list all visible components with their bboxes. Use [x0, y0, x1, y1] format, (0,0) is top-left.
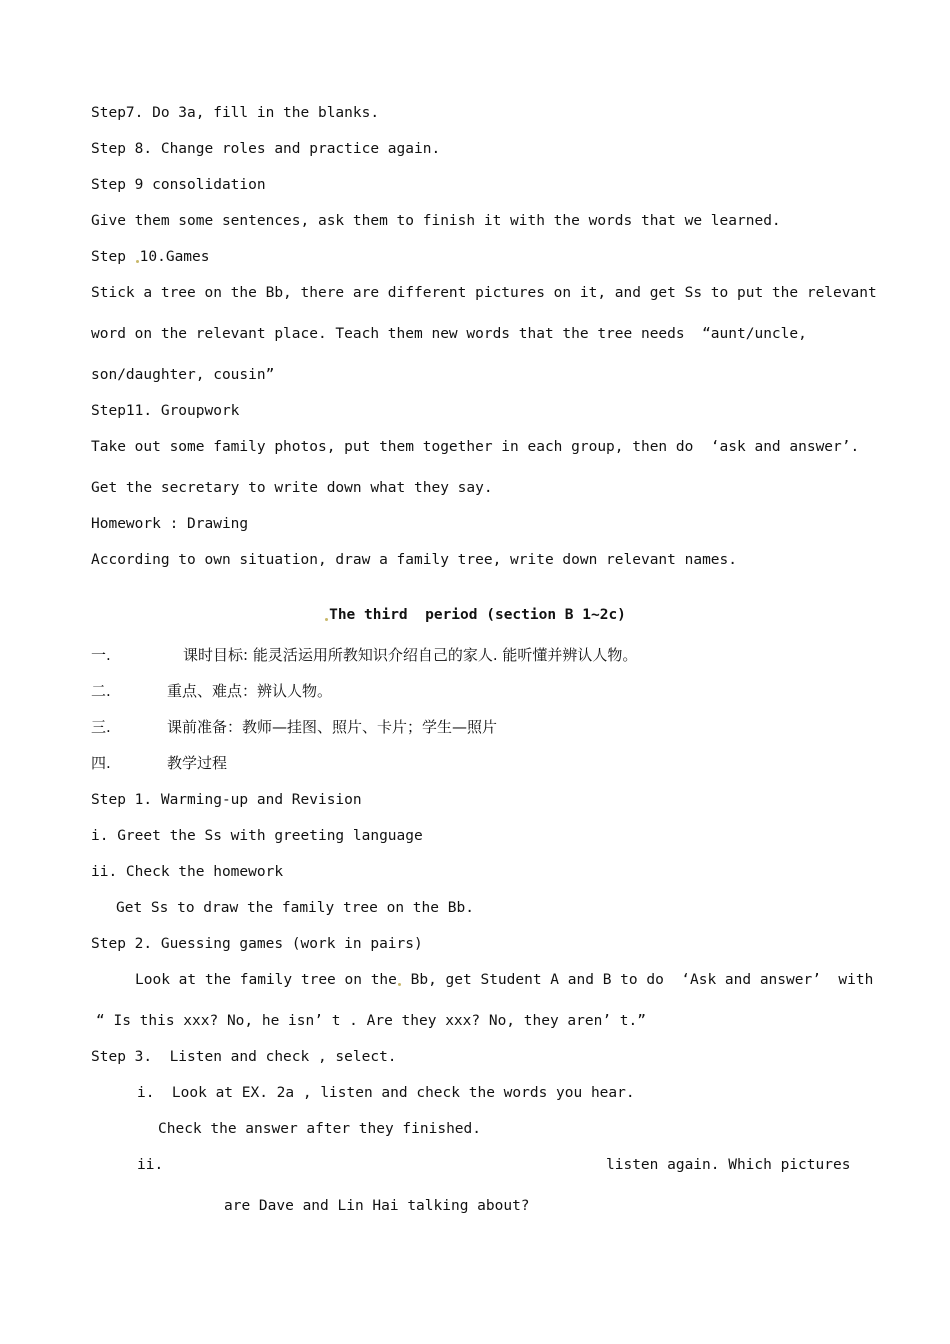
step2-text-1a: Look at the family tree on the	[135, 972, 397, 988]
step3-item-ii-number: ii.	[137, 1157, 164, 1173]
step3-item-i: i. Look at EX. 2a , listen and check the words you hear.	[137, 1085, 635, 1101]
cn-item-2	[91, 682, 332, 700]
step2-text-1b: Bb, get Student A and B to do ‘Ask and answer’ with	[401, 972, 874, 988]
step10-label: Step	[91, 249, 135, 265]
cn-item-4	[91, 754, 227, 772]
step7-line: Step7. Do 3a, fill in the blanks.	[91, 105, 380, 121]
dot-mark	[398, 983, 401, 986]
dot-mark	[325, 618, 328, 621]
cn-item-3	[91, 718, 497, 736]
step11-text-2: Get the secretary to write down what they say.	[91, 480, 493, 496]
cn-item-text: 课前准备：教师—挂图、照片、卡片；学生—照片	[167, 718, 498, 736]
step3-item-ii-text-2: are Dave and Lin Hai talking about?	[224, 1198, 530, 1214]
step9-heading: Step 9 consolidation	[91, 177, 266, 193]
step8-line: Step 8. Change roles and practice again.	[91, 141, 441, 157]
step2-text-2: “ Is this xxx? No, he isn’ t . Are they xxx? No, they aren’ t.”	[96, 1013, 646, 1029]
step10-heading	[91, 248, 210, 266]
step10-text-1: Stick a tree on the Bb, there are different pictures on it, and get Ss to put the relevant	[91, 285, 877, 301]
step10-text-2: word on the relevant place. Teach them new words that the tree needs “aunt/uncle,	[91, 326, 807, 342]
step2-text-1	[135, 971, 873, 989]
step3-item-i-text: Check the answer after they finished.	[158, 1121, 482, 1137]
cn-item-text: 重点、难点：辨认人物。	[167, 682, 333, 700]
step1-item-ii: ii. Check the homework	[91, 864, 284, 880]
cn-item-number: 四.	[91, 754, 111, 772]
step9-text: Give them some sentences, ask them to finish it with the words that we learned.	[91, 213, 781, 229]
homework-text: According to own situation, draw a family tree, write down relevant names.	[91, 552, 738, 568]
section-title	[0, 607, 950, 623]
step1-item-i: i. Greet the Ss with greeting language	[91, 828, 423, 844]
dot-mark	[136, 260, 139, 263]
cn-item-text: 教学过程	[167, 754, 228, 772]
step10-games: 10.Games	[139, 249, 210, 265]
cn-item-number: 三.	[91, 718, 111, 736]
cn-item-text: 课时目标: 能灵活运用所教知识介绍自己的家人. 能听懂并辨认人物。	[183, 646, 638, 664]
step3-heading: Step 3. Listen and check , select.	[91, 1049, 397, 1065]
cn-item-number: 二.	[91, 682, 111, 700]
section-title-text: The third period (section B 1~2c)	[329, 607, 626, 623]
homework-heading: Homework : Drawing	[91, 516, 249, 532]
step11-text-1: Take out some family photos, put them together in each group, then do ‘ask and answer’.	[91, 439, 860, 455]
cn-item-1	[91, 646, 637, 664]
step10-text-3: son/daughter, cousin”	[91, 367, 275, 383]
step2-heading: Step 2. Guessing games (work in pairs)	[91, 936, 423, 952]
cn-item-number: 一.	[91, 646, 111, 664]
step3-item-ii-text-1: listen again. Which pictures	[606, 1157, 851, 1173]
step1-heading: Step 1. Warming-up and Revision	[91, 792, 362, 808]
step1-item-ii-text: Get Ss to draw the family tree on the Bb.	[116, 900, 474, 916]
step11-heading: Step11. Groupwork	[91, 403, 240, 419]
